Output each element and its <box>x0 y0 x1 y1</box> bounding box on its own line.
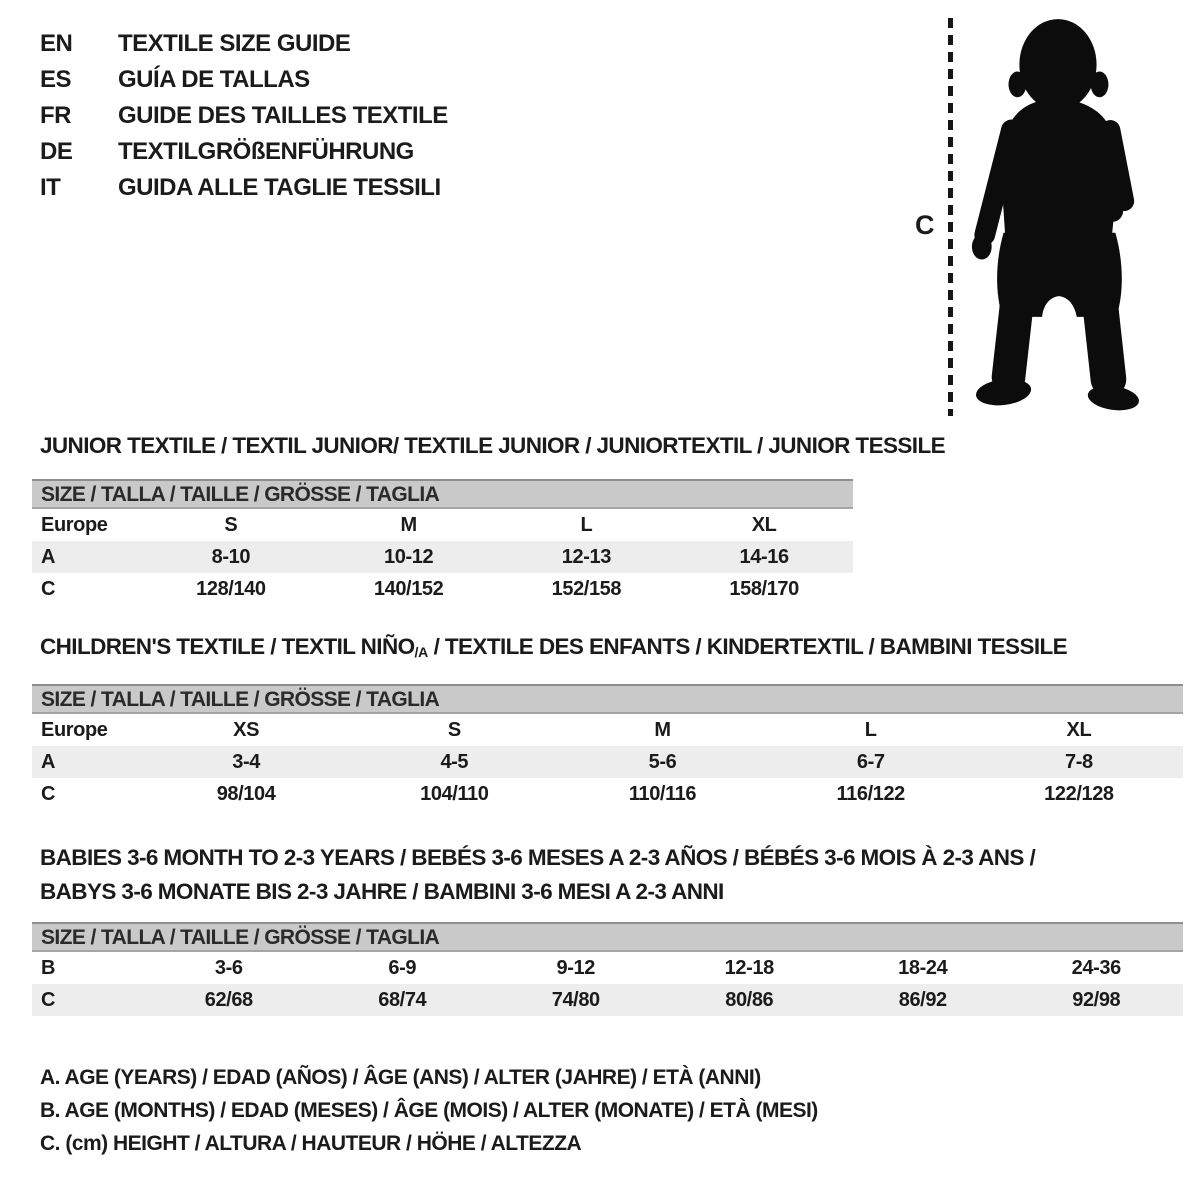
section-title-children <box>40 634 1067 660</box>
size-value: 98/104 <box>216 782 276 805</box>
row-label: C <box>41 577 56 600</box>
legend-line-a: A. AGE (YEARS) / EDAD (AÑOS) / ÂGE (ANS) / ALTER (JAHRE) / ETÀ (ANNI) <box>40 1066 761 1089</box>
size-value: S <box>224 513 238 536</box>
size-value: 74/80 <box>551 988 600 1011</box>
size-value: 104/110 <box>420 782 489 805</box>
size-value: 122/128 <box>1044 782 1114 805</box>
guide-title: GUIDA ALLE TAGLIE TESSILI <box>118 174 441 201</box>
language-code: ES <box>40 66 72 93</box>
table-row <box>32 573 853 605</box>
table-rows <box>32 714 1183 810</box>
size-table-header: SIZE / TALLA / TAILLE / GRÖSSE / TAGLIA <box>32 479 853 509</box>
row-label: B <box>41 956 56 979</box>
height-measure-label: C <box>915 210 935 240</box>
table-row <box>32 952 1183 984</box>
size-value: 152/158 <box>551 577 622 600</box>
table-row <box>32 778 1183 810</box>
table-row <box>32 746 1183 778</box>
size-value: 92/98 <box>1072 988 1121 1011</box>
size-value: 4-5 <box>440 750 469 773</box>
size-value: 3-4 <box>232 750 260 773</box>
size-value: 8-10 <box>211 545 251 568</box>
measurement-legend <box>40 1066 818 1165</box>
section-title-babies-line2: BABYS 3-6 MONATE BIS 2-3 JAHRE / BAMBINI 3-6 MESI A 2-3 ANNI <box>40 879 724 904</box>
table-row <box>32 509 853 541</box>
legend-line-c: C. (cm) HEIGHT / ALTURA / HAUTEUR / HÖHE / ALTEZZA <box>40 1132 582 1155</box>
size-table-header: SIZE / TALLA / TAILLE / GRÖSSE / TAGLIA <box>32 922 1183 952</box>
language-code: FR <box>40 102 71 129</box>
size-value: L <box>864 718 877 741</box>
size-value: M <box>400 513 417 536</box>
legend-line-b: B. AGE (MONTHS) / EDAD (MESES) / ÂGE (MOIS) / ALTER (MONATE) / ETÀ (MESI) <box>40 1099 818 1122</box>
size-value: 18-24 <box>898 956 948 979</box>
language-row <box>40 62 448 98</box>
row-label: C <box>41 782 56 805</box>
language-row <box>40 134 448 170</box>
section-title-junior: JUNIOR TEXTILE / TEXTIL JUNIOR/ TEXTILE JUNIOR / JUNIORTEXTIL / JUNIOR TESSILE <box>40 433 945 458</box>
size-value: S <box>447 718 461 741</box>
size-value: 6-7 <box>856 750 885 773</box>
size-value: XS <box>233 718 260 741</box>
size-value: 140/152 <box>373 577 444 600</box>
guide-title: TEXTILGRÖßENFÜHRUNG <box>118 138 414 165</box>
size-value: 6-9 <box>388 956 417 979</box>
guide-title: GUÍA DE TALLAS <box>118 66 310 93</box>
children-size-table <box>32 684 1183 810</box>
size-value: XL <box>1066 718 1092 741</box>
row-label: A <box>41 750 56 773</box>
language-code: IT <box>40 174 61 201</box>
toddler-silhouette-icon <box>962 14 1150 416</box>
babies-size-table <box>32 922 1183 1016</box>
size-value: 14-16 <box>739 545 789 568</box>
table-rows <box>32 509 853 605</box>
row-label: C <box>41 988 56 1011</box>
section-title-babies-line1: BABIES 3-6 MONTH TO 2-3 YEARS / BEBÉS 3-6 MESES A 2-3 AÑOS / BÉBÉS 3-6 MOIS À 2-3 ANS / <box>40 845 1036 870</box>
size-value: 86/92 <box>898 988 947 1011</box>
size-table-header: SIZE / TALLA / TAILLE / GRÖSSE / TAGLIA <box>32 684 1183 714</box>
size-value: 12-18 <box>724 956 774 979</box>
height-measure-dashed-line <box>948 18 953 416</box>
size-value: 7-8 <box>1065 750 1093 773</box>
section-title-subscript: /A <box>414 644 428 660</box>
size-value: 3-6 <box>214 956 243 979</box>
section-title-text: / TEXTILE DES ENFANTS / KINDERTEXTIL / BAMBINI TESSILE <box>427 634 1068 659</box>
table-rows <box>32 952 1183 1016</box>
size-value: 158/170 <box>729 577 799 600</box>
guide-title: GUIDE DES TAILLES TEXTILE <box>118 102 448 129</box>
row-label: A <box>41 545 56 568</box>
table-row <box>32 541 853 573</box>
size-value: 128/140 <box>196 577 266 600</box>
size-value: 10-12 <box>384 545 434 568</box>
size-value: 5-6 <box>648 750 677 773</box>
language-code: EN <box>40 30 73 57</box>
size-value: 24-36 <box>1071 956 1121 979</box>
size-value: 110/116 <box>628 782 697 805</box>
guide-title: TEXTILE SIZE GUIDE <box>118 30 351 57</box>
table-row <box>32 714 1183 746</box>
section-title-text: CHILDREN'S TEXTILE / TEXTIL NIÑO <box>40 634 415 659</box>
size-value: 9-12 <box>556 956 595 979</box>
size-value: 116/122 <box>836 782 905 805</box>
language-title-list <box>40 26 448 206</box>
size-value: 12-13 <box>561 545 611 568</box>
size-value: 68/74 <box>378 988 427 1011</box>
size-value: L <box>580 513 593 536</box>
language-code: DE <box>40 138 73 165</box>
size-value: M <box>654 718 671 741</box>
size-value: 80/86 <box>725 988 774 1011</box>
language-row <box>40 98 448 134</box>
junior-size-table <box>32 479 853 605</box>
table-row <box>32 984 1183 1016</box>
row-label: Europe <box>41 718 108 741</box>
language-row <box>40 26 448 62</box>
size-value: XL <box>751 513 777 536</box>
language-row <box>40 170 448 206</box>
size-value: 62/68 <box>204 988 253 1011</box>
row-label: Europe <box>41 513 108 536</box>
